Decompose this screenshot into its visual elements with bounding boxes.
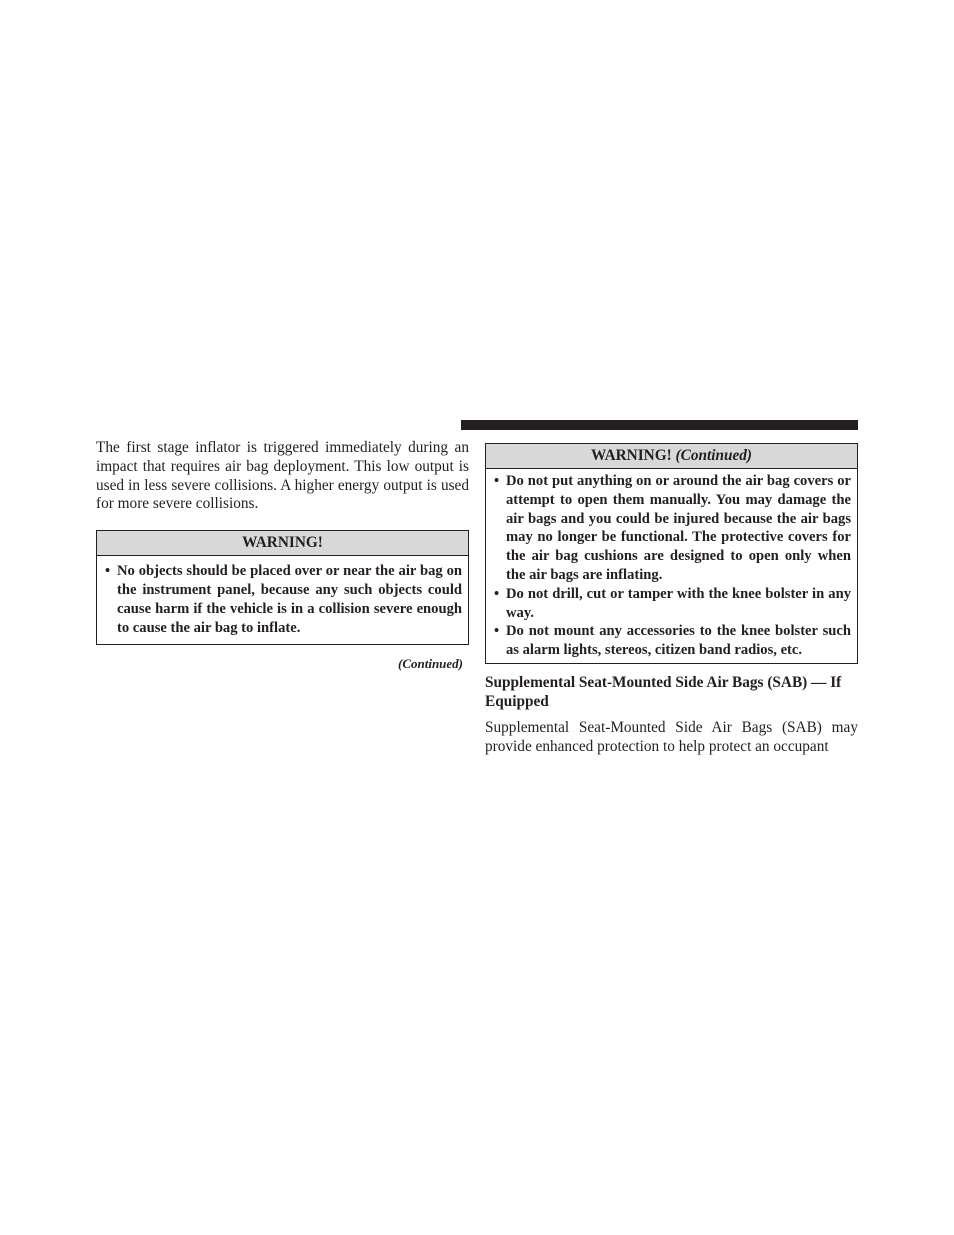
page-header-bar xyxy=(461,420,858,430)
section-paragraph: Supplemental Seat-Mounted Side Air Bags (SAB) may provide enhanced protection to help protect an occupant xyxy=(485,718,858,755)
warning-item-text: No objects should be placed over or near the air bag on the instrument panel, because any such objects could cause harm if the vehicle is in a collision severe enough to cause the air bag to inflate. xyxy=(117,563,462,636)
warning-item-text: Do not put anything on or around the air bag covers or attempt to open them manually. You may damage the air bags and you could be injured because the air bags may no longer be functional. The protective covers for the air bag cushions are designed to open only when the air bags are inflating. xyxy=(506,473,851,583)
intro-paragraph: The first stage inflator is triggered immediately during an impact that requires air bag deployment. This low output is used in less severe collisions. A higher energy output is used for more severe collisions. xyxy=(96,439,469,513)
warning-item xyxy=(486,622,857,660)
warning-title-continued xyxy=(486,444,857,469)
warning-title-text: WARNING! xyxy=(590,447,672,464)
warning-list xyxy=(97,556,468,644)
warning-title: WARNING! xyxy=(97,531,468,556)
bullet-icon: • xyxy=(494,585,500,602)
continued-label: (Continued) xyxy=(397,656,463,672)
warning-item xyxy=(486,472,857,585)
warning-title-suffix: (Continued) xyxy=(675,447,753,464)
warning-item-text: Do not mount any accessories to the knee bolster such as alarm lights, stereos, citizen band radios, etc. xyxy=(506,623,851,659)
right-column xyxy=(485,443,858,757)
warning-list xyxy=(486,469,857,663)
left-column xyxy=(96,439,469,672)
bullet-icon: • xyxy=(494,473,500,489)
warning-box xyxy=(96,530,469,645)
bullet-icon: • xyxy=(494,623,500,640)
warning-item xyxy=(486,585,857,623)
warning-box-continued xyxy=(485,443,858,664)
warning-item xyxy=(97,562,468,637)
bullet-icon: • xyxy=(105,563,111,580)
warning-item-text: Do not drill, cut or tamper with the knee bolster in any way. xyxy=(506,585,851,621)
section-heading: Supplemental Seat-Mounted Side Air Bags (SAB) — If Equipped xyxy=(485,673,842,710)
